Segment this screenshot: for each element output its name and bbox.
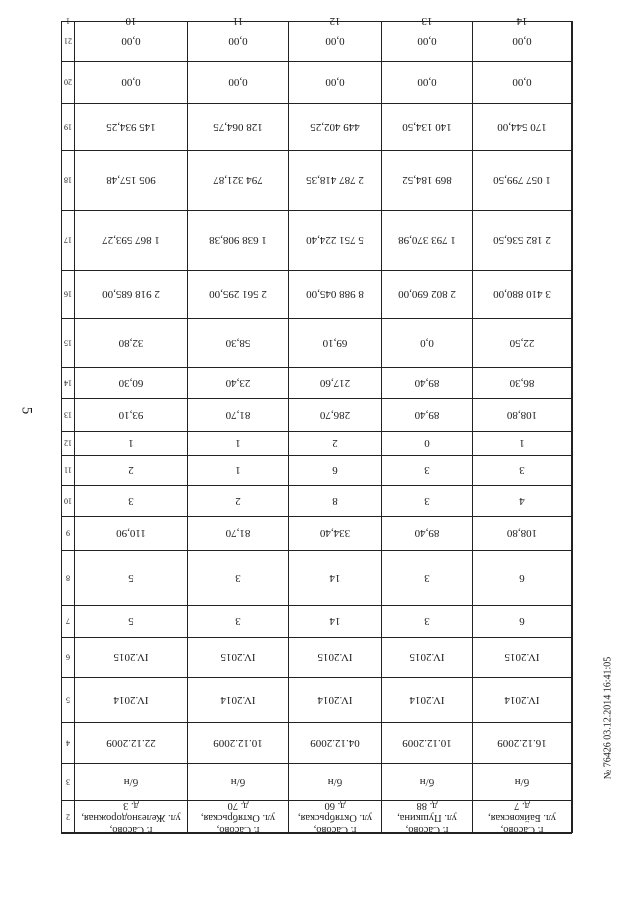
table-cell-text: 0,00: [120, 76, 141, 88]
table-cell-text: IV.2014: [504, 693, 540, 706]
grid-vertical-line: [187, 21, 188, 833]
table-cell-text: б/н: [230, 775, 245, 788]
table-cell-text: 1 793 370,98: [397, 234, 456, 246]
table-cell-text: 6: [331, 464, 338, 476]
table-cell-text: IV.2014: [409, 693, 444, 706]
data-table: [61, 15, 572, 835]
table-cell-text: 16.12.2009: [497, 736, 547, 749]
grid-vertical-line: [288, 21, 289, 833]
table-cell-text: б/н: [419, 775, 434, 788]
stamp-text: № 76426 03.12.2014 16:41:05: [602, 656, 614, 780]
grid-horizontal-line: [61, 210, 572, 211]
grid-vertical-line: [472, 21, 473, 833]
table-cell-text: 2 182 536,50: [493, 234, 551, 246]
grid-horizontal-line: [61, 61, 572, 62]
table-cell-text: 2 802 690,00: [397, 288, 456, 300]
column-number-cell-text: 7: [65, 616, 70, 626]
column-number-cell-text: 16: [63, 289, 72, 299]
grid-horizontal-line: [61, 516, 572, 517]
table-cell-text: 69,10: [322, 336, 347, 349]
table-cell-text: 1 867 593,27: [101, 234, 160, 246]
table-cell-text: 0,00: [324, 35, 345, 47]
table-cell-text: 3: [127, 494, 134, 507]
table-cell-text: IV.2015: [317, 651, 352, 663]
address-cell-text: г. Сасово, ул. Октябрьская, д. 60: [297, 799, 372, 835]
column-number-cell-text: 20: [63, 77, 72, 87]
table-cell-text: 2 787 418,35: [305, 174, 364, 186]
row-number-cell-text: 10: [125, 15, 136, 27]
table-cell-text: IV.2014: [317, 693, 352, 706]
table-cell-text: 3: [519, 464, 525, 476]
table-cell-text: 3: [234, 615, 241, 627]
table-cell-text: 3: [423, 494, 430, 507]
table-cell-text: 0,00: [416, 76, 437, 88]
column-number-cell-text: 11: [63, 465, 72, 475]
table-cell-text: 0,00: [512, 76, 532, 88]
table-cell-text: IV.2015: [220, 651, 255, 663]
table-cell-text: IV.2015: [409, 651, 444, 663]
table-cell-text: 3: [423, 615, 430, 627]
table-cell-text: 0,0: [419, 336, 434, 349]
grid-horizontal-line: [61, 431, 572, 432]
column-number-cell-text: 19: [63, 122, 72, 131]
table-cell-text: 0,00: [227, 35, 248, 47]
table-cell-text: 89,40: [414, 408, 439, 421]
table-cell-text: 2: [234, 494, 241, 507]
grid-horizontal-line: [61, 485, 572, 486]
grid-horizontal-line: [61, 398, 572, 399]
row-number-cell-text: 11: [232, 15, 243, 27]
grid-horizontal-line: [61, 150, 572, 151]
table-cell-text: 869 184,52: [401, 174, 452, 186]
address-cell-text: г. Сасово, ул. Октябрьская, д. 70: [200, 799, 275, 835]
table-cell-text: 2 561 295,00: [208, 288, 267, 300]
row-number-cell-text: 12: [329, 15, 340, 27]
table-cell-text: 6: [519, 571, 525, 584]
table-cell-text: 3: [234, 571, 241, 584]
table-cell-text: 89,40: [414, 527, 439, 539]
table-cell-text: 5: [127, 571, 134, 584]
table-cell-text: 0,00: [512, 35, 532, 47]
table-cell-text: 217,60: [319, 376, 350, 389]
table-cell-text: 22.12.2009: [105, 736, 156, 749]
table-cell-text: 86,30: [509, 376, 535, 389]
table-cell-text: 14: [329, 571, 340, 584]
grid-horizontal-line: [61, 270, 572, 271]
grid-horizontal-line: [61, 763, 572, 764]
table-cell-text: 1: [127, 437, 134, 449]
table-cell-text: 2 918 685,00: [101, 288, 160, 300]
table-cell-text: 60,30: [118, 376, 143, 389]
table-cell-text: 110,90: [115, 527, 146, 539]
column-number-cell-text: 3: [65, 777, 70, 786]
table-cell-text: 8 988 045,00: [305, 288, 364, 300]
table-cell-text: 1: [234, 464, 241, 476]
table-cell-text: 3 410 880,00: [493, 288, 551, 300]
table-cell-text: 81,70: [225, 527, 250, 539]
grid-vertical-line: [381, 21, 382, 833]
table-cell-text: б/н: [514, 775, 530, 788]
grid-horizontal-line: [61, 550, 572, 551]
address-cell-text: г. Сасово, ул. Байковская, д. 7: [487, 799, 557, 835]
grid-horizontal-line: [61, 367, 572, 368]
table-cell-text: 23,40: [225, 376, 250, 389]
grid-horizontal-line: [61, 21, 572, 22]
column-number-cell-text: 2: [65, 812, 70, 821]
table-cell-text: 905 157,48: [105, 174, 156, 186]
column-number-cell-text: 15: [63, 338, 72, 347]
table-cell-text: 140 134,50: [401, 120, 452, 133]
table-cell-text: 3: [423, 571, 430, 584]
table-cell-text: 5: [127, 615, 134, 627]
column-number-cell-text: 18: [63, 175, 72, 185]
table-cell-text: 334,40: [319, 527, 350, 539]
column-number-cell-text: 1: [65, 16, 70, 26]
table-cell-text: 1: [234, 437, 241, 449]
table-cell-text: 108,80: [506, 527, 538, 539]
table-cell-text: 04.12.2009: [309, 736, 360, 749]
row-number-cell-text: 13: [421, 15, 432, 27]
grid-vertical-line: [74, 21, 75, 833]
table-cell-text: 1 057 799,50: [493, 174, 551, 186]
table-cell-text: 14: [329, 615, 340, 627]
table-cell-text: IV.2014: [220, 693, 255, 706]
row-number-cell-text: 14: [516, 15, 528, 27]
table-cell-text: 3: [423, 464, 430, 476]
table-cell-text: 22,50: [509, 336, 535, 349]
table-cell-text: 794 321,87: [212, 174, 263, 186]
address-cell-text: г. Сасово, ул. Железнодорожная, д. 3: [80, 799, 181, 835]
table-cell-text: 10.12.2009: [212, 736, 263, 749]
table-cell-text: б/н: [123, 775, 138, 788]
grid-horizontal-line: [61, 677, 572, 678]
table-cell-text: 1: [519, 437, 525, 449]
table-cell-text: IV.2014: [113, 693, 148, 706]
column-number-cell-text: 13: [63, 410, 72, 419]
table-cell-text: 58,30: [225, 336, 250, 349]
table-cell-text: 0,00: [120, 35, 141, 47]
table-cell-text: 0,00: [227, 76, 248, 88]
table-cell-text: 6: [519, 615, 525, 627]
table-cell-text: 0,00: [324, 76, 345, 88]
table-cell-text: 81,70: [225, 408, 250, 421]
grid-horizontal-line: [61, 722, 572, 723]
column-number-cell-text: 10: [63, 496, 72, 505]
table-cell-text: 10.12.2009: [401, 736, 452, 749]
column-number-cell-text: 21: [63, 36, 72, 46]
grid-horizontal-line: [61, 455, 572, 456]
column-number-cell-text: 12: [63, 438, 72, 448]
grid-horizontal-line: [61, 637, 572, 638]
table-cell-text: 93,10: [118, 408, 143, 421]
grid-horizontal-line: [61, 605, 572, 606]
table-cell-text: 286,70: [319, 408, 350, 421]
table-cell-text: 145 934,25: [105, 120, 156, 133]
table-cell-text: IV.2015: [504, 651, 540, 663]
table-cell-text: 2: [127, 464, 134, 476]
column-number-cell-text: 5: [65, 695, 70, 704]
table-cell-text: 4: [519, 494, 525, 507]
grid-vertical-line: [572, 21, 573, 833]
column-number-cell-text: 17: [63, 235, 72, 245]
grid-horizontal-line: [61, 318, 572, 319]
column-number-cell-text: 14: [63, 378, 72, 387]
table-cell-text: б/н: [327, 775, 342, 788]
table-cell-text: 0,00: [416, 35, 437, 47]
table-cell-text: 108,80: [506, 408, 538, 421]
page-number: 5: [18, 406, 35, 415]
grid-vertical-line: [61, 21, 62, 833]
column-number-cell-text: 8: [65, 573, 70, 582]
table-cell-text: 8: [331, 494, 338, 507]
table-cell-text: 128 064,75: [212, 120, 263, 133]
column-number-cell-text: 6: [65, 652, 70, 662]
table-cell-text: 32,80: [118, 336, 143, 349]
table-cell-text: 449 402,25: [309, 120, 360, 133]
table-cell-text: 89,40: [414, 376, 439, 389]
column-number-cell-text: 9: [65, 528, 70, 538]
address-cell-text: г. Сасово, ул. Пушкина, д. 88: [396, 799, 457, 835]
table-cell-text: IV.2015: [113, 651, 148, 663]
table-cell-text: 0: [423, 437, 430, 449]
table-cell-text: 170 544,00: [497, 120, 547, 133]
table-cell-text: 5 751 224,40: [305, 234, 364, 246]
table-cell-text: 1 638 908,38: [208, 234, 267, 246]
column-number-cell-text: 4: [65, 738, 70, 747]
grid-horizontal-line: [61, 103, 572, 104]
table-cell-text: 2: [331, 437, 338, 449]
